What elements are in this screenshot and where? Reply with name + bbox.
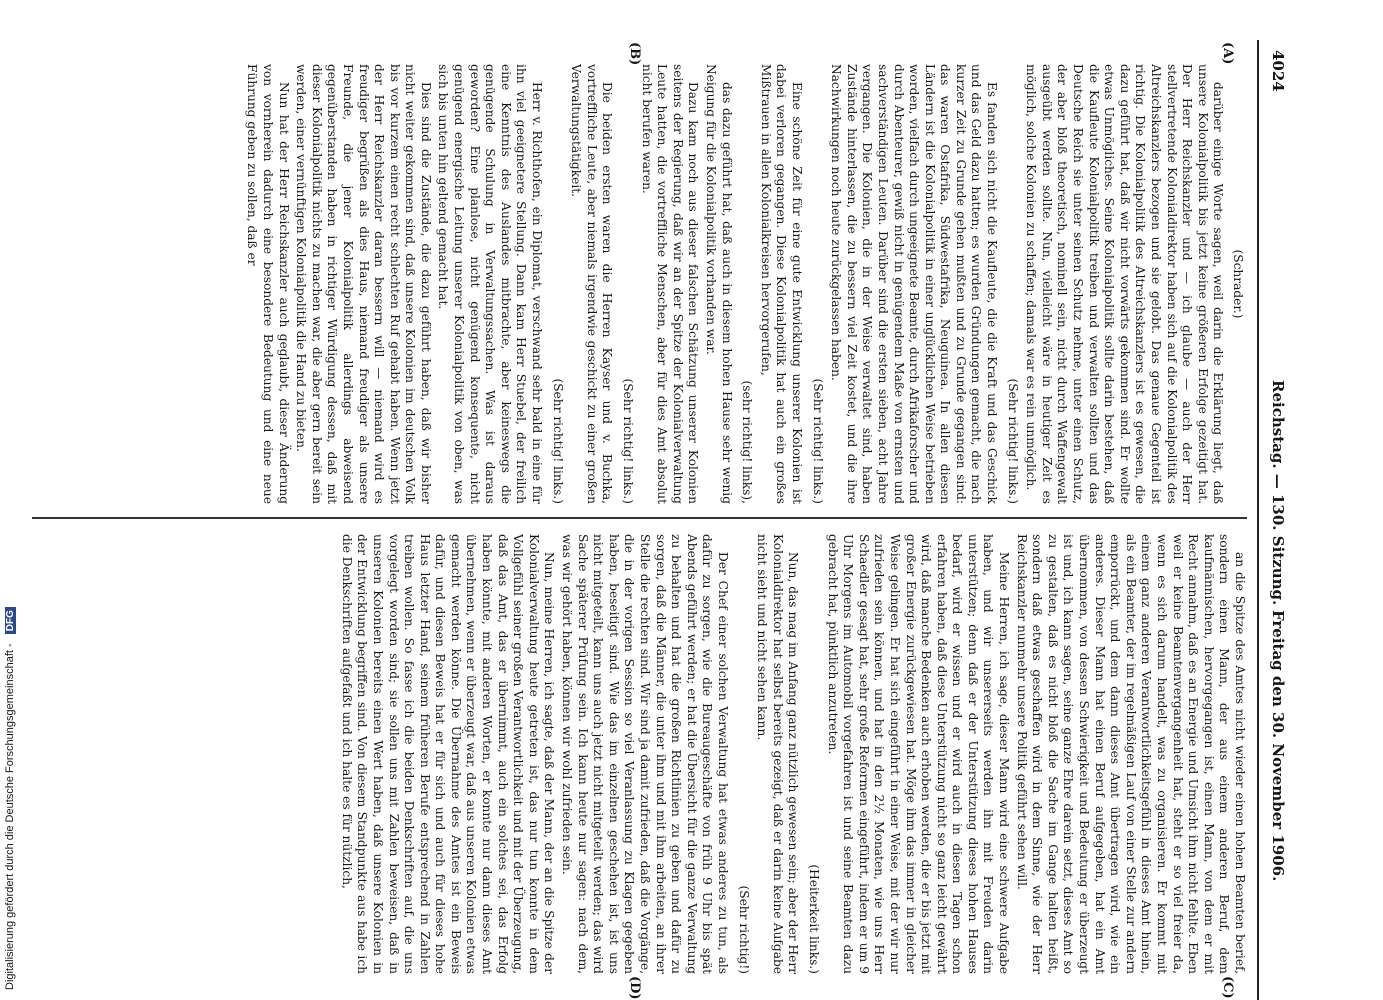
interjection: (Heiterkeit links.): [806, 864, 821, 974]
paragraph: Dies sind die Zustände, die dazu geführt haben, daß wir bisher nicht weiter gekommen sind, daß unsere Kolonien im deutschen Volk bis vor kurzem einen recht schlechten Ruf gehabt haben. Wenn jetzt der Herr Reichskanzler daran bessern will — niemand wird es freudiger begrüßen als dies Haus, niemand freudiger als unsere Freunde, die jener Kolonialpolitik allerdings abweisend gegenüberstanden haben in richtiger Würdigung dessen, daß mit dieser Kolonialpolitik nichts zu machen war, die aber gern bereit sein werden, einer vernünftigen Kolonialpolitik die Hand zu bieten.: [294, 64, 433, 504]
interjection: (Sehr richtig! links.): [550, 378, 565, 504]
interjection: (Sehr richtig! links.): [621, 378, 636, 504]
paragraph: Herr v. Richthofen, ein Diplomat, verschwand sehr bald in eine für ihn viel geeignetere Stellung. Dann kam Herr Stuebel, der freilich eine Kenntnis des Auslandes mitbrachte, aber keineswegs die genügende Schulung in Verwaltungssachen. Was ist daraus geworden? Eine planlose, nicht genügend konsequente, nicht genügend energische Leitung unserer Kolonialpolitik von oben, was sich bis unten hin geltend gemacht hat.: [436, 64, 545, 504]
rotated-document-page: [12, 40, 1287, 1000]
interjection: (Sehr richtig!): [736, 885, 751, 974]
digitization-credit: [4, 0, 24, 990]
paragraph: Der Chef einer solchen Verwaltung hat etwas anderes zu tun, als dafür zu sorgen, wie die Bureaugeschäfte von früh 9 Uhr bis spät Abends geführt werden; er hat die Übersicht für die ganze Verwaltung zu behalten und hat die großen Richtlinien zu geben und dafür zu sorgen, daß die Männer, die unter ihm und mit ihm arbeiten, an ihrer Stelle die rechten sind. Wir sind ja damit zufrieden, daß die Vorgänge, die in der vorigen Session so viel Veranlassung zu Klagen gegeben haben, beseitigt sind. Wie das im einzelnen geschehen ist, ist uns nicht mitgeteilt, kann uns auch jetzt nicht mitgeteilt werden; das wird Sache späterer Prüfung sein. Ich kann heute nur sagen: nach dem, was wir gehört haben, können wir wohl zufrieden sein.: [560, 534, 730, 974]
column-divider: [32, 517, 1247, 519]
paragraph: Eine schöne Zeit für eine gute Entwicklung unserer Kolonien ist dabei verloren gegangen. Diese Kolonialpolitik hat auch ein großes Mißtrauen in allen Kolonialkreisen hervorgerufen,: [758, 64, 804, 504]
right-column: [27, 534, 1247, 974]
paragraph: Die beiden ersten waren die Herren Kayser und v. Buchka, vortreffliche Leute, aber niemals irgendwie geschickt zu einer großen Verwaltungstätigkeit.: [569, 64, 615, 504]
margin-mark-a: (A): [1220, 42, 1235, 65]
session-date: Freitag den 30. November 1906.: [1269, 610, 1287, 882]
margin-mark-d: (D): [627, 976, 642, 1000]
credit-text: Digitalisierung gefördert durch die Deutsche Forschungsgemeinschaft -: [4, 643, 16, 990]
paragraph: Es fanden sich nicht die Kaufleute, die die Kraft und das Geschick und das Geld dazu hatten; es wurden Gründungen gemacht, die nach kurzer Zeit zu Grunde gehen mußten und zu Grunde gegangen sind: das waren Ostafrika, Südwestafrika, Neuguinea. In allen diesen Ländern ist die Kolonialpolitik in einer unglücklichen Weise betrieben worden, vielfach durch ungeeignete Beamte, durch Afrikaforscher und durch Abenteurer, gewiß nicht in genügendem Maße von ernsten und sachverständigen Leuten. Darüber sind die ersten sieben, acht Jahre vergangen. Die Kolonien, die in der Weise verwaltet sind, haben Zustände hinterlassen, die zu bessern viel Zeit kostet, und die ihre Nachwirkungen noch heute zurückgelassen haben.: [829, 64, 1000, 504]
paragraph: das dazu geführt hat, daß auch in diesem hohen Hause sehr wenig Neigung für die Kolonialpolitik vorhanden war.: [704, 64, 734, 504]
interjection: (sehr richtig! links),: [740, 380, 755, 504]
dfg-logo: DFG: [5, 607, 16, 634]
margin-mark-b: (B): [627, 42, 642, 66]
paragraph: Nun, das mag im Anfang ganz nützlich gewesen sein; aber der Herr Kolonialdirektor hat selbst bereits gezeigt, daß er darin keine Aufgabe nicht sieht und nicht sehen kann.: [755, 534, 801, 974]
left-column: [27, 64, 1247, 504]
page-number: 4024: [1269, 50, 1287, 92]
paragraph: an die Spitze des Amtes nicht wieder einen hohen Beamten berief, sondern einen Mann, der aus einem anderen Beruf, dem kaufmännischen, hervorgegangen ist, einen Mann, von dem er mit Recht annahm, daß es an Energie und Umsicht ihm nicht fehlte. Eben weil er keine Beamtenvergangenheit hat, steht er so viel freier da, wenn es sich darum handelt, was zu organisieren. Er kommt mit einem ganz anderen Verantwortlichkeitsgefühl in dieses Amt hinein, als ein Beamter, der im regelmäßigen Lauf von einer Stelle zur andern emporrückt, und dem dann dieses Amt übertragen wird, wie ein anderes. Dieser Mann hat einen Beruf aufgegeben, hat ein Amt übernommen, von dessen Schwierigkeit und Bedeutung er überzeugt ist und, ich kann sagen, seine ganze Ehre darein setzt, dieses Amt so zu gestalten, daß es nicht bloß die Sache im Gange halten heißt, sondern daß etwas geschaffen wird in dem Sinne, wie der Herr Reichskanzler nunmehr unsere Politik geführt sehen will.: [1014, 534, 1247, 974]
margin-mark-c: (C): [1220, 976, 1235, 999]
paragraph: Dazu kam noch aus dieser falschen Schätzung unserer Kolonien seitens der Regierung, daß wir an der Spitze der Kolonialverwaltung Leute hatten, die vortreffliche Menschen, aber für dies Amt absolut nicht berufen waren.: [639, 64, 701, 504]
speaker-name: (Schrader.): [1231, 249, 1245, 319]
paragraph: Nun, meine Herren, ich sagte, daß der Mann, der an die Spitze der Kolonialverwaltung heute getreten ist, das nur tun konnte in dem Vollgefühl seiner großen Verantwortlichkeit und mit der Überzeugung, daß das Amt, das er übernimmt, auch ein solches sei, das Erfolg haben könnte, mit anderen Worten, er konnte nur dann dieses Amt übernehmen, wenn er überzeugt war, daß aus unseren Kolonien etwas gemacht werden könne. Die Übernahme des Amtes ist ein Beweis dafür, und diesen Beweis hat er für sich und auch für dieses hohe Haus letzter Hand, seinem früheren Berufe entsprechend in Zahlen treiben wollen. So fasse ich die beiden Denkschriften auf, die uns vorgelegt worden sind; sie sollen uns mit Zahlen beweisen, daß in unseren Kolonien bereits einen Wert haben, daß unsere Kolonien in der Entwicklung begriffen sind. Von diesem Standpunkte aus habe ich die Denkschriften aufgefaßt und ich halte es für nützlich,: [339, 534, 557, 974]
interjection: (Sehr richtig! links.): [1005, 378, 1020, 504]
interjection: (Sehr richtig! links.): [810, 378, 825, 504]
session-title: Reichstag. — 130. Sitzung.: [1269, 380, 1287, 606]
paragraph: Meine Herren, ich sage, dieser Mann wird eine schwere Aufgabe haben, und wir unsererseits werden ihn mit Freuden darin unterstützen; denn daß er der Unterstützung dieses hohen Hauses bedarf, wird er wissen und er wird auch in diesen Tagen schon erfahren haben, daß diese Unterstützung nicht so ganz leicht gewährt wird, daß manche Bedenken auch erhoben werden, die er bis jetzt mit großer Energie zurückgewiesen hat. Möge ihm das immer in gleicher Weise gelingen. Er hat sich eingeführt in einer Weise, mit der wir nur zufrieden sein können, und hat in den 2½ Monaten, wie uns Herr Schaedler gesagt hat, sehr große Reformen eingeführt, indem er um 9 Uhr Morgens im Automobil vorgefahren ist und seine Beamten dazu gebracht hat, pünktlich anzutreten.: [825, 534, 1012, 974]
paragraph: darüber einige Worte sagen, weil darin die Erklärung liegt, daß unsere Kolonialpolitik bis jetzt keine größeren Erfolge gezeitigt hat. Der Herr Reichskanzler und — ich glaube — auch der Herr stellvertretende Kolonialdirektor haben sich auf die Kolonialpolitik des Altreichskanzlers bezogen und sie gelobt. Das genaue Gegenteil ist richtig. Die Kolonialpolitik des Altreichskanzlers ist es gewesen, die dazu geführt hat, daß wir nicht vorwärts gekommen sind. Er wollte etwas Unmögliches. Seine Kolonialpolitik sollte darin bestehen, daß die Kaufleute Kolonialpolitik treiben und verwalten sollten und das Deutsche Reich sie unter seinen Schutz nehme, unter einen Schutz, der aber bloß theoretisch, nominell sein, nicht durch Waffengewalt ausgeübt werden sollte. Nun, vielleicht wäre in heutiger Zeit es möglich, solche Kolonien zu schaffen; damals war es rein unmöglich.: [1024, 64, 1226, 504]
paragraph: Nun hat der Herr Reichskanzler auch geglaubt, dieser Änderung von vornherein dadurch eine besondere Bedeutung und eine neue Führung geben zu sollen, daß er: [245, 64, 291, 504]
header-rule: [1257, 40, 1259, 1000]
page-header: [1261, 50, 1287, 990]
